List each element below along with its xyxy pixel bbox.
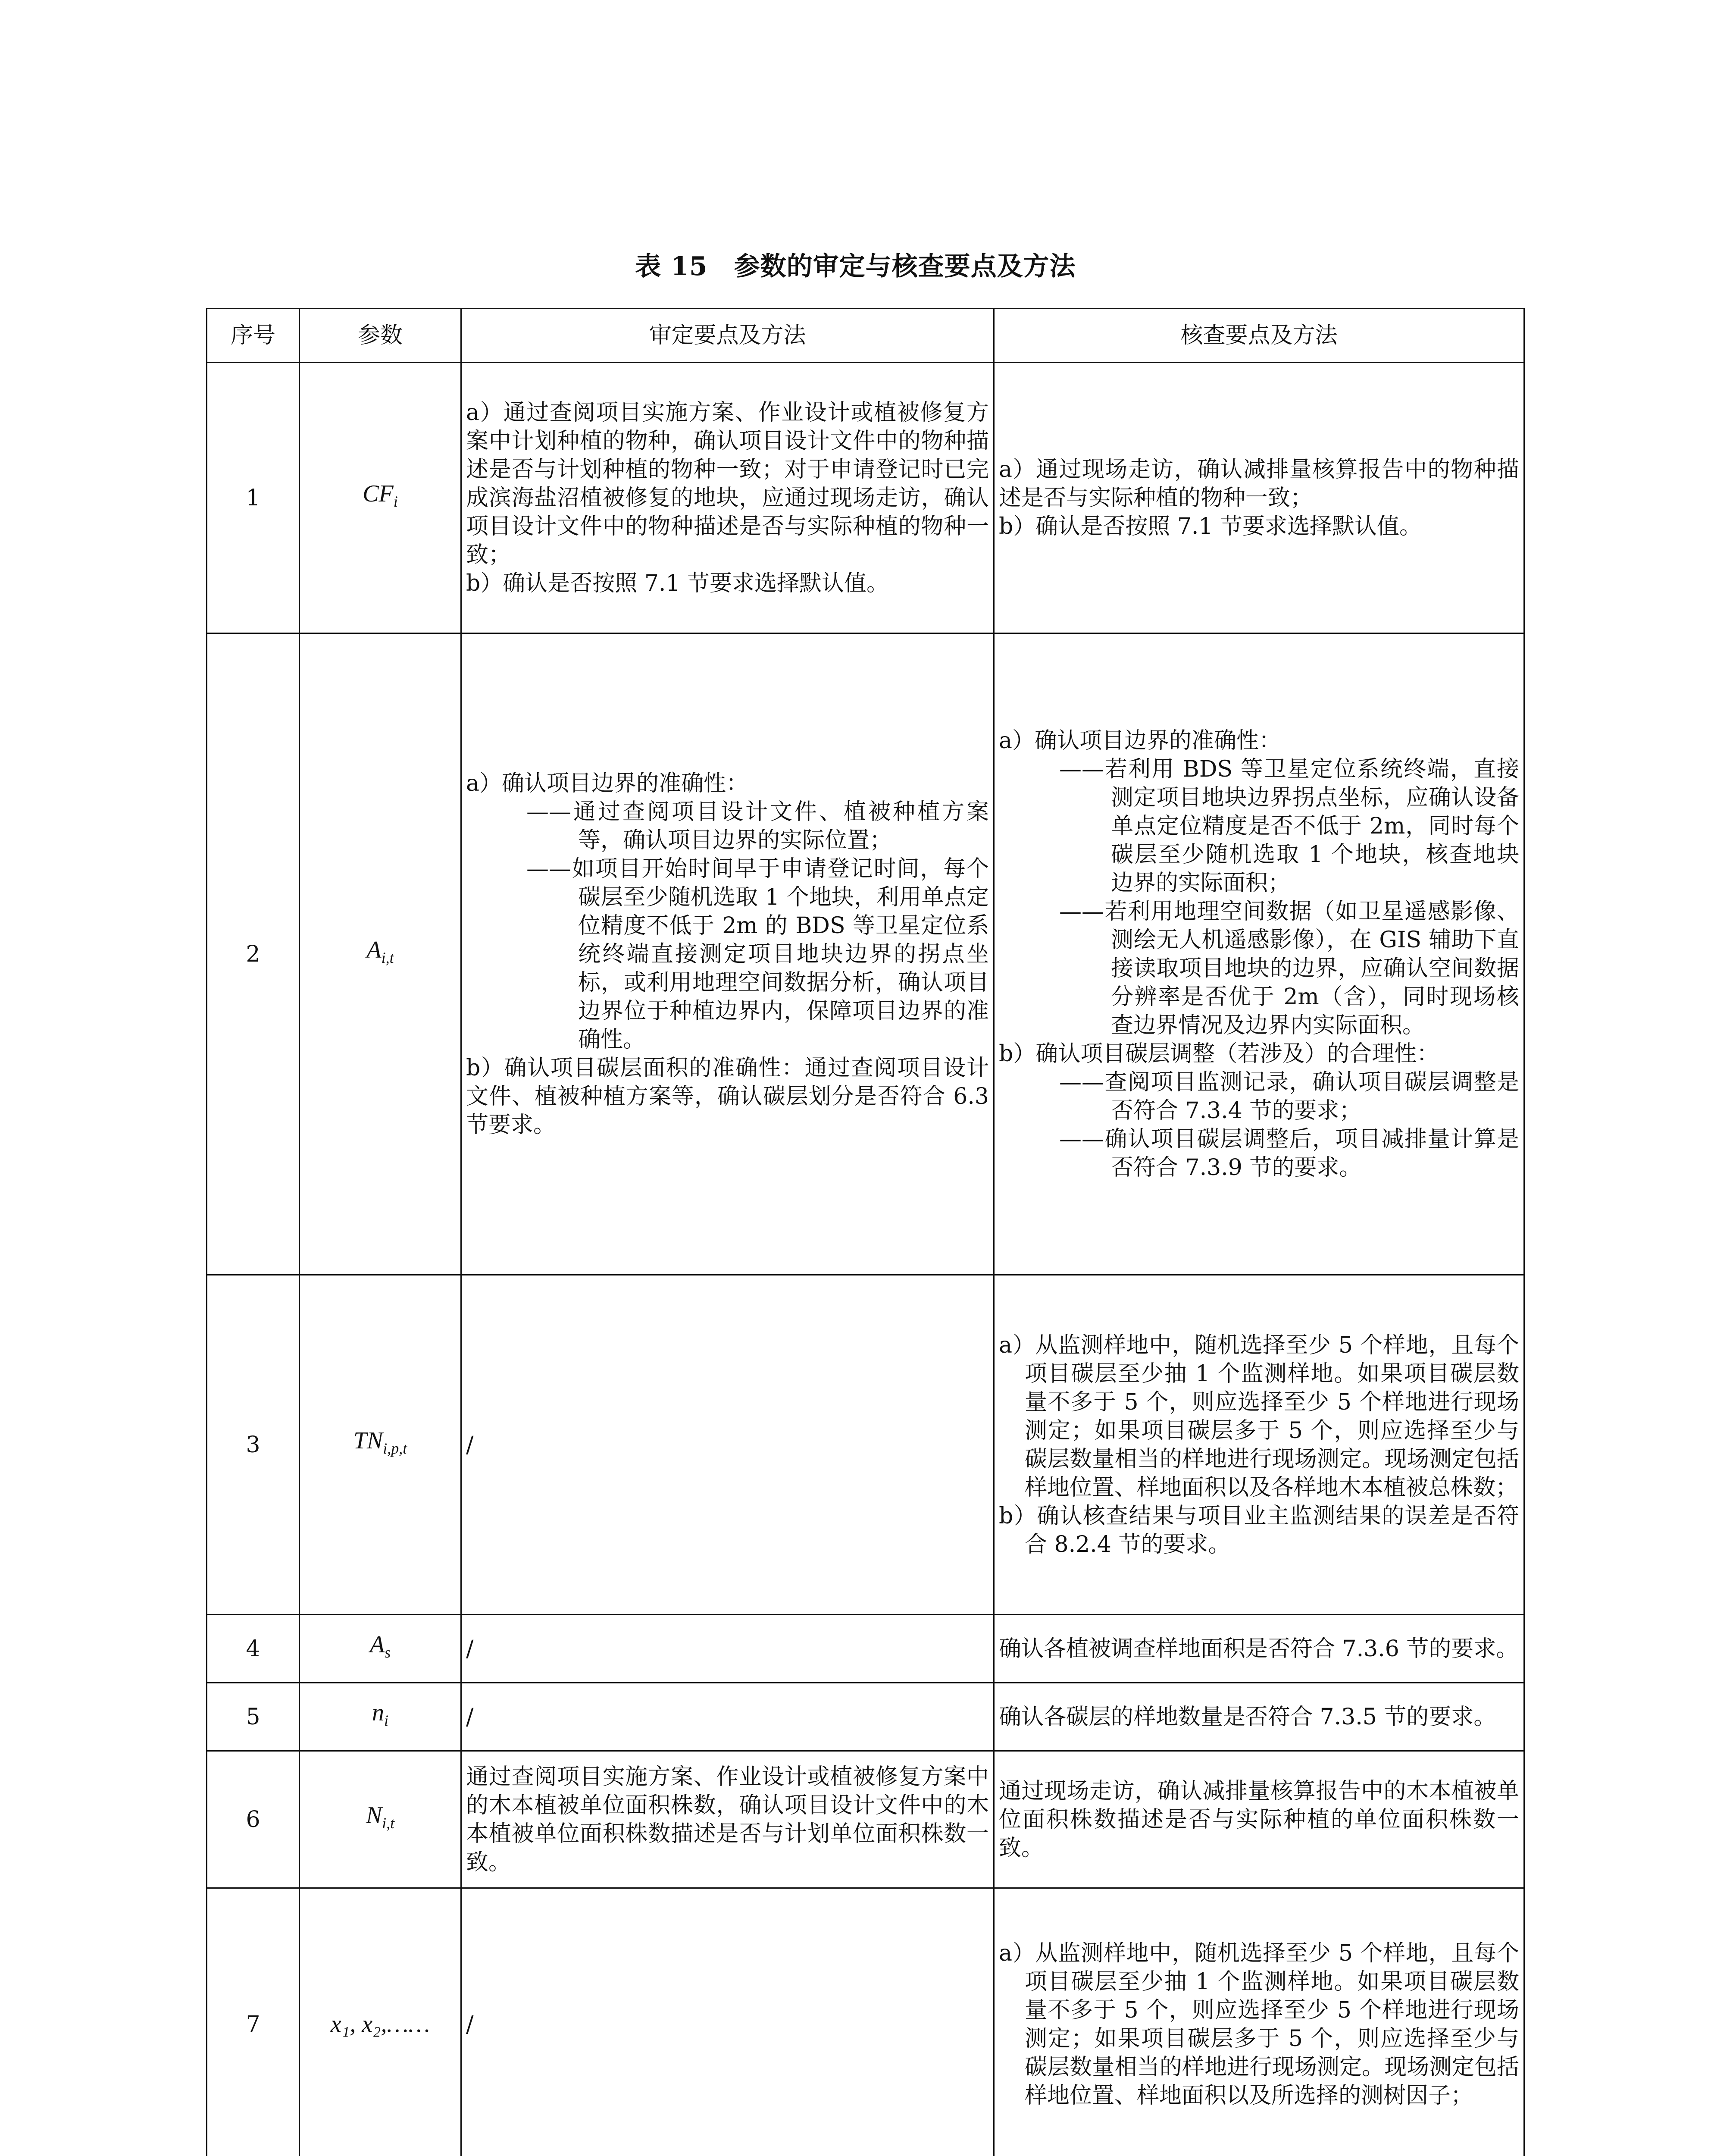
parameter-base: A xyxy=(369,1631,385,1658)
validation-paragraph: / xyxy=(466,2011,474,2037)
verification-paragraph: 确认各植被调查样地面积是否符合 7.3.6 节的要求。 xyxy=(999,1636,1519,1662)
table-row xyxy=(207,1751,1524,1888)
row-validation xyxy=(461,1275,994,1615)
verification-paragraph: 通过现场走访，确认减排量核算报告中的木本植被单位面积株数描述是否与实际种植的单位面积株数一致。 xyxy=(999,1778,1519,1861)
row-number: 4 xyxy=(207,1615,300,1683)
row-parameter xyxy=(300,1615,461,1683)
row-parameter xyxy=(300,1275,461,1615)
row-verification xyxy=(994,1275,1524,1615)
parameter-symbol xyxy=(353,1427,407,1457)
row-number: 7 xyxy=(207,1888,300,2156)
row-number: 6 xyxy=(207,1751,300,1888)
row-validation xyxy=(461,1751,994,1888)
validation-paragraph: ——如项目开始时间早于申请登记时间，每个碳层至少随机选取 1 个地块，利用单点定位精度不低于 2m 的 BDS 等卫星定位系统终端直接测定项目地块边界的拐点坐标，或利用地理空间数据分析，确认项目边界位于种植边界内，保障项目边界的准确性。 xyxy=(526,856,989,1053)
verification-paragraph: a）从监测样地中，随机选择至少 5 个样地，且每个项目碳层至少抽 1 个监测样地。如果项目碳层数量不多于 5 个，则应选择至少 5 个样地进行现场测定；如果项目碳层多于 5 个，则应选择至少与碳层数量相当的样地进行现场测定。现场测定包括样地位置、样地面积以及所选择的测树因子； xyxy=(999,1940,1519,2109)
row-number: 3 xyxy=(207,1275,300,1615)
parameter-base: TN xyxy=(353,1427,383,1454)
parameter-table xyxy=(206,308,1525,2156)
verification-paragraph: ——确认项目碳层调整后，项目减排量计算是否符合 7.3.9 节的要求。 xyxy=(1059,1126,1519,1181)
row-validation xyxy=(461,363,994,633)
parameter-symbol xyxy=(363,480,398,511)
validation-paragraph: a）确认项目边界的准确性： xyxy=(466,770,749,796)
table-header-row xyxy=(207,309,1524,363)
row-verification xyxy=(994,633,1524,1275)
table-title: 表 15 参数的审定与核查要点及方法 xyxy=(635,251,1076,282)
row-number: 5 xyxy=(207,1683,300,1751)
row-validation xyxy=(461,1888,994,2156)
row-validation xyxy=(461,633,994,1275)
validation-paragraph: / xyxy=(466,1636,474,1662)
validation-paragraph: / xyxy=(466,1432,474,1458)
row-validation xyxy=(461,1615,994,1683)
table-row xyxy=(207,633,1524,1275)
header-no: 序号 xyxy=(207,309,300,363)
validation-paragraph: b）确认项目碳层面积的准确性：通过查阅项目设计文件、植被种植方案等，确认碳层划分是否符合 6.3 节要求。 xyxy=(466,1055,989,1138)
verification-paragraph: a）确认项目边界的准确性： xyxy=(999,727,1282,754)
parameter-subscript: i,p,t xyxy=(383,1440,407,1457)
validation-paragraph: / xyxy=(466,1704,474,1730)
table-row xyxy=(207,1683,1524,1751)
header-verification: 核查要点及方法 xyxy=(994,309,1524,363)
table-row xyxy=(207,363,1524,633)
parameter-subscript: s xyxy=(385,1644,391,1661)
row-verification xyxy=(994,1683,1524,1751)
validation-paragraph: ——通过查阅项目设计文件、植被种植方案等，确认项目边界的实际位置； xyxy=(526,799,989,853)
parameter-subscript: i xyxy=(384,1712,388,1730)
row-verification xyxy=(994,1888,1524,2156)
header-param: 参数 xyxy=(300,309,461,363)
table-row xyxy=(207,1275,1524,1615)
verification-paragraph: a）从监测样地中，随机选择至少 5 个样地，且每个项目碳层至少抽 1 个监测样地。如果项目碳层数量不多于 5 个，则应选择至少 5 个样地进行现场测定；如果项目碳层多于 5 个，则应选择至少与碳层数量相当的样地进行现场测定。现场测定包括样地位置、样地面积以及各样地木本植被总株数； xyxy=(999,1332,1519,1501)
header-validation: 审定要点及方法 xyxy=(461,309,994,363)
verification-paragraph: a）通过现场走访，确认减排量核算报告中的物种描述是否与实际种植的物种一致； xyxy=(999,456,1519,511)
row-verification xyxy=(994,1615,1524,1683)
verification-paragraph: ——若利用地理空间数据（如卫星遥感影像、测绘无人机遥感影像），在 GIS 辅助下直接读取项目地块的边界，应确认空间数据分辨率是否优于 2m（含），同时现场核查边界情况及边界内实际面积。 xyxy=(1059,898,1519,1038)
parameter-base: n xyxy=(372,1699,384,1727)
row-parameter xyxy=(300,1683,461,1751)
validation-paragraph: b）确认是否按照 7.1 节要求选择默认值。 xyxy=(466,570,889,596)
table-row xyxy=(207,1888,1524,2156)
validation-paragraph: a）通过查阅项目实施方案、作业设计或植被修复方案中计划种植的物种，确认项目设计文件中的物种描述是否与计划种植的物种一致；对于申请登记时已完成滨海盐沼植被修复的地块，应通过现场走访，确认项目设计文件中的物种描述是否与实际种植的物种一致； xyxy=(466,399,989,568)
parameter-symbol xyxy=(366,1802,395,1832)
row-verification xyxy=(994,363,1524,633)
row-validation xyxy=(461,1683,994,1751)
verification-paragraph: 确认各碳层的样地数量是否符合 7.3.5 节的要求。 xyxy=(999,1704,1496,1730)
parameter-symbol xyxy=(369,1631,391,1661)
row-parameter xyxy=(300,1751,461,1888)
verification-paragraph: ——查阅项目监测记录，确认项目碳层调整是否符合 7.3.4 节的要求； xyxy=(1059,1069,1519,1124)
parameter-base: A xyxy=(366,937,382,964)
parameter-subscript: i,t xyxy=(382,1814,395,1832)
parameter-base: x₁, x₂,…… xyxy=(330,2011,430,2037)
row-number: 2 xyxy=(207,633,300,1275)
parameter-symbol xyxy=(372,1699,388,1730)
verification-paragraph: b）确认是否按照 7.1 节要求选择默认值。 xyxy=(999,513,1422,539)
parameter-symbol xyxy=(331,2011,430,2037)
row-parameter xyxy=(300,1888,461,2156)
parameter-subscript: i,t xyxy=(381,949,394,967)
row-verification xyxy=(994,1751,1524,1888)
table-row xyxy=(207,1615,1524,1683)
verification-paragraph: b）确认项目碳层调整（若涉及）的合理性： xyxy=(999,1040,1439,1067)
row-parameter xyxy=(300,363,461,633)
row-parameter xyxy=(300,633,461,1275)
row-number: 1 xyxy=(207,363,300,633)
parameter-symbol xyxy=(366,937,394,967)
verification-paragraph: b）确认核查结果与项目业主监测结果的误差是否符合 8.2.4 节的要求。 xyxy=(999,1503,1519,1557)
verification-paragraph: ——若利用 BDS 等卫星定位系统终端，直接测定项目地块边界拐点坐标，应确认设备单点定位精度是否不低于 2m，同时每个碳层至少随机选取 1 个地块，核查地块边界的实际面积； xyxy=(1059,756,1519,896)
validation-paragraph: 通过查阅项目实施方案、作业设计或植被修复方案中的木本植被单位面积株数，确认项目设计文件中的木本植被单位面积株数描述是否与计划单位面积株数一致。 xyxy=(466,1764,989,1875)
parameter-subscript: i xyxy=(393,493,398,511)
parameter-base: CF xyxy=(363,480,394,508)
parameter-base: N xyxy=(366,1802,382,1829)
